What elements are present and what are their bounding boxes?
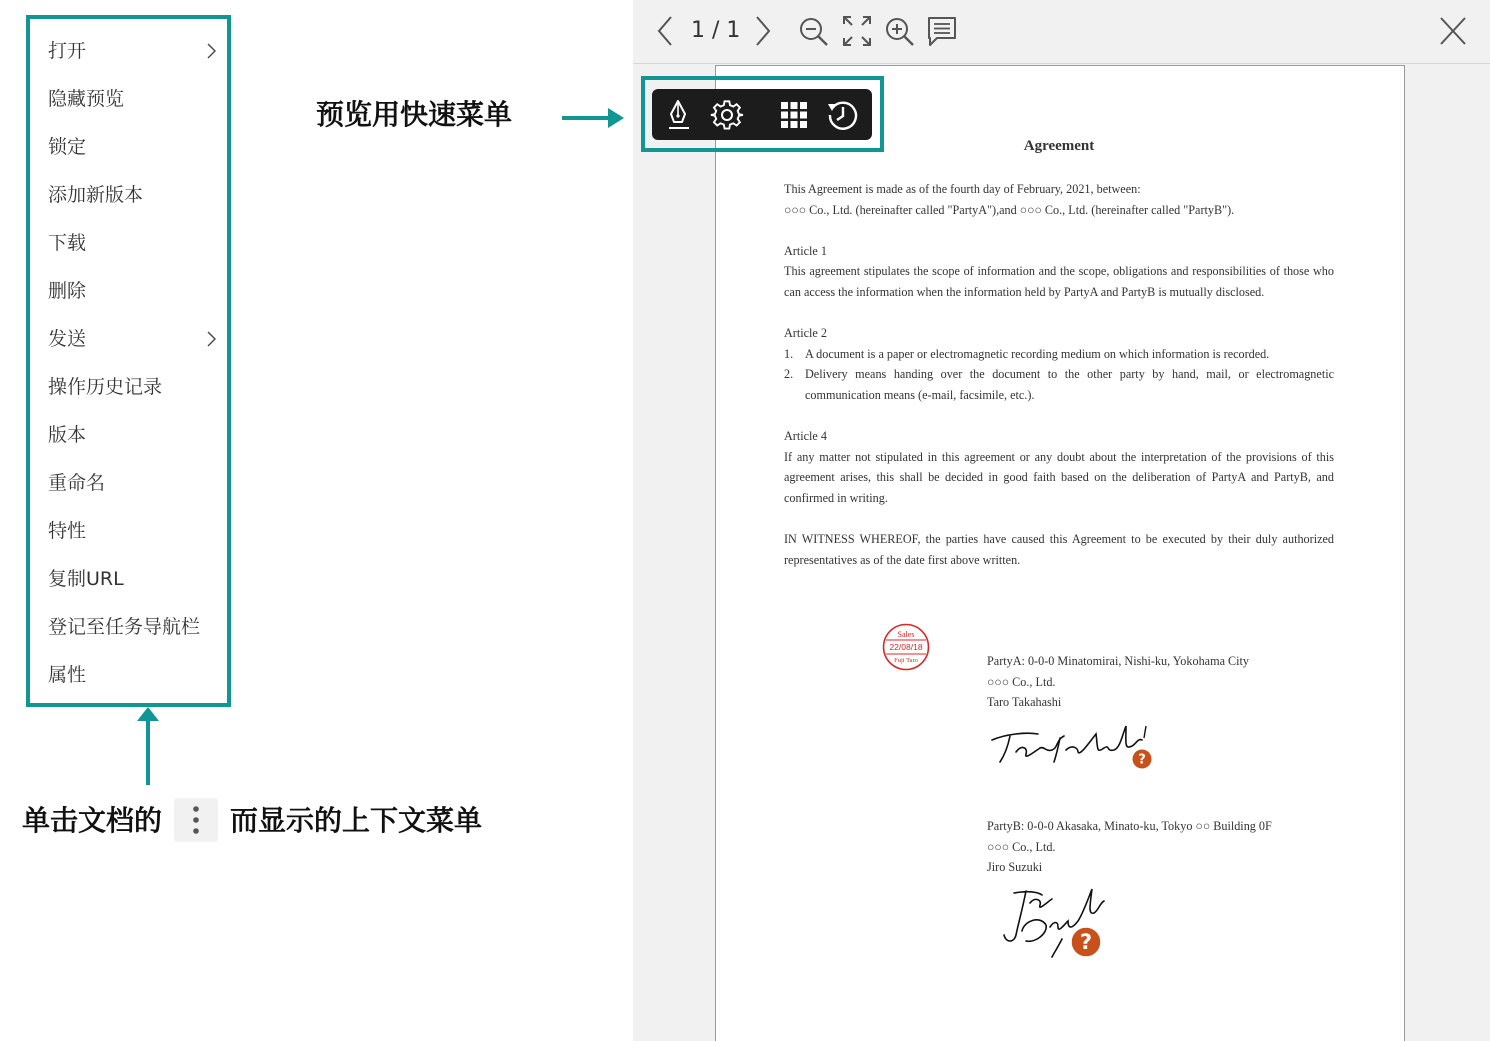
witness-clause: IN WITNESS WHEREOF, the parties have caused this Agreement to be executed by their duly authorized representatives as of the date first above written.: [784, 532, 1334, 567]
fit-screen-icon[interactable]: [841, 14, 873, 48]
menu-item-open[interactable]: [48, 31, 223, 71]
menu-item-properties[interactable]: [48, 655, 223, 695]
menu-item-rename[interactable]: [48, 463, 223, 503]
document-title: Agreement: [1023, 138, 1095, 154]
quick-menu-highlight: [641, 76, 884, 152]
menu-item-download[interactable]: [48, 223, 223, 263]
list-item-text: A document is a paper or electromagnetic recording medium on which information is recorded.: [805, 346, 1270, 361]
chevron-left-icon[interactable]: [651, 14, 683, 48]
party-a-name: Taro Takahashi: [987, 695, 1062, 710]
list-item-text: Delivery means handing over the document to the other party by hand, mail, or electromagnetic communication means (e-mail, facsimile, etc.).: [805, 367, 1334, 402]
menu-item-lock[interactable]: [48, 127, 223, 167]
list-item-number: 2.: [784, 367, 794, 382]
svg-text:Sales: Sales: [897, 630, 915, 639]
caption-text-before: 单击文档的: [22, 804, 163, 837]
chevron-right-icon: [203, 331, 219, 347]
unknown-signature-badge-icon[interactable]: [1132, 749, 1152, 769]
menu-item-label: 版本: [48, 424, 87, 446]
kebab-menu-icon: [174, 798, 218, 842]
intro-line-1: This Agreement is made as of the fourth day of February, 2021, between:: [784, 182, 1141, 196]
page-counter: 1 / 1: [691, 18, 741, 43]
menu-item-label: 发送: [48, 328, 87, 350]
party-a-block: [987, 651, 1249, 713]
menu-item-add-version[interactable]: [48, 175, 223, 215]
seal-stamp: [882, 623, 930, 671]
article-1-heading: Article 1: [784, 243, 827, 258]
menu-item-hide-preview[interactable]: [48, 79, 223, 119]
svg-text:Fuji Taro: Fuji Taro: [894, 657, 918, 664]
menu-item-versions[interactable]: [48, 415, 223, 455]
article-2-heading: Article 2: [784, 326, 827, 341]
comment-icon[interactable]: [926, 14, 958, 48]
menu-item-label: 删除: [48, 280, 87, 302]
menu-item-label: 添加新版本: [48, 184, 144, 206]
document-viewer: [633, 0, 1490, 1041]
article-1-body: This agreement stipulates the scope of information and the scope, obligations and responsibilities of those who can access the information when the information held by PartyA and PartyB is mutually disclosed.: [784, 264, 1334, 299]
signature-party-a: [986, 718, 1156, 766]
party-b-company: ○○○ Co., Ltd.: [987, 839, 1056, 854]
svg-text:22/08/18: 22/08/18: [889, 642, 923, 652]
party-a-address: PartyA: 0-0-0 Minatomirai, Nishi-ku, Yokohama City: [987, 654, 1250, 668]
list-item: [784, 344, 1334, 365]
menu-item-label: 隐藏预览: [48, 88, 125, 110]
context-menu-caption: [22, 796, 582, 846]
menu-item-send[interactable]: [48, 319, 223, 359]
context-menu: [26, 15, 231, 707]
party-b-address: PartyB: 0-0-0 Akasaka, Minato-ku, Tokyo ○○ Building 0F: [987, 819, 1272, 833]
caption-text-after: 而显示的上下文菜单: [230, 804, 483, 837]
menu-item-delete[interactable]: [48, 271, 223, 311]
menu-item-label: 特性: [48, 520, 87, 542]
menu-item-label: 操作历史记录: [48, 376, 163, 398]
chevron-right-icon: [203, 43, 219, 59]
menu-item-copy-url[interactable]: [48, 559, 223, 599]
viewer-toolbar: [633, 0, 1490, 64]
menu-item-label: 登记至任务导航栏: [48, 616, 201, 638]
party-b-block: [987, 816, 1272, 878]
menu-item-label: 下载: [48, 232, 87, 254]
party-b-name: Jiro Suzuki: [987, 860, 1043, 875]
signature-party-b: [996, 881, 1126, 961]
chevron-right-icon[interactable]: [747, 14, 779, 48]
menu-item-label: 复制URL: [48, 568, 124, 590]
unknown-signature-badge-icon[interactable]: [1070, 926, 1102, 958]
menu-item-history[interactable]: [48, 367, 223, 407]
document-body: [784, 179, 1334, 570]
article-4-body: If any matter not stipulated in this agreement or any doubt about the interpretation of the provisions of this agreement arises, this shall be decided in good faith based on the deliberation of PartyA and PartyB, and confirmed in writing.: [784, 449, 1334, 505]
document-page: [715, 65, 1405, 1041]
list-item: [784, 364, 1334, 405]
intro-line-2: ○○○ Co., Ltd. (hereinafter called "PartyA"),and ○○○ Co., Ltd. (hereinafter called "PartyB").: [784, 202, 1235, 217]
party-a-company: ○○○ Co., Ltd.: [987, 674, 1056, 689]
svg-text:?: ?: [1079, 930, 1093, 954]
arrow-up-icon: [135, 707, 161, 787]
arrow-right-icon: [560, 105, 626, 131]
zoom-in-icon[interactable]: [884, 14, 916, 48]
svg-text:?: ?: [1138, 752, 1146, 768]
menu-item-register-task-nav[interactable]: [48, 607, 223, 647]
close-icon[interactable]: [1437, 14, 1469, 48]
article-4-heading: Article 4: [784, 429, 827, 444]
menu-item-label: 属性: [48, 664, 87, 686]
menu-item-label: 锁定: [48, 136, 87, 158]
menu-item-label: 打开: [48, 40, 87, 62]
menu-item-label: 重命名: [48, 472, 106, 494]
quick-menu-caption: 预览用快速菜单: [316, 98, 513, 131]
menu-item-characteristics[interactable]: [48, 511, 223, 551]
list-item-number: 1.: [784, 346, 794, 361]
zoom-out-icon[interactable]: [798, 14, 830, 48]
